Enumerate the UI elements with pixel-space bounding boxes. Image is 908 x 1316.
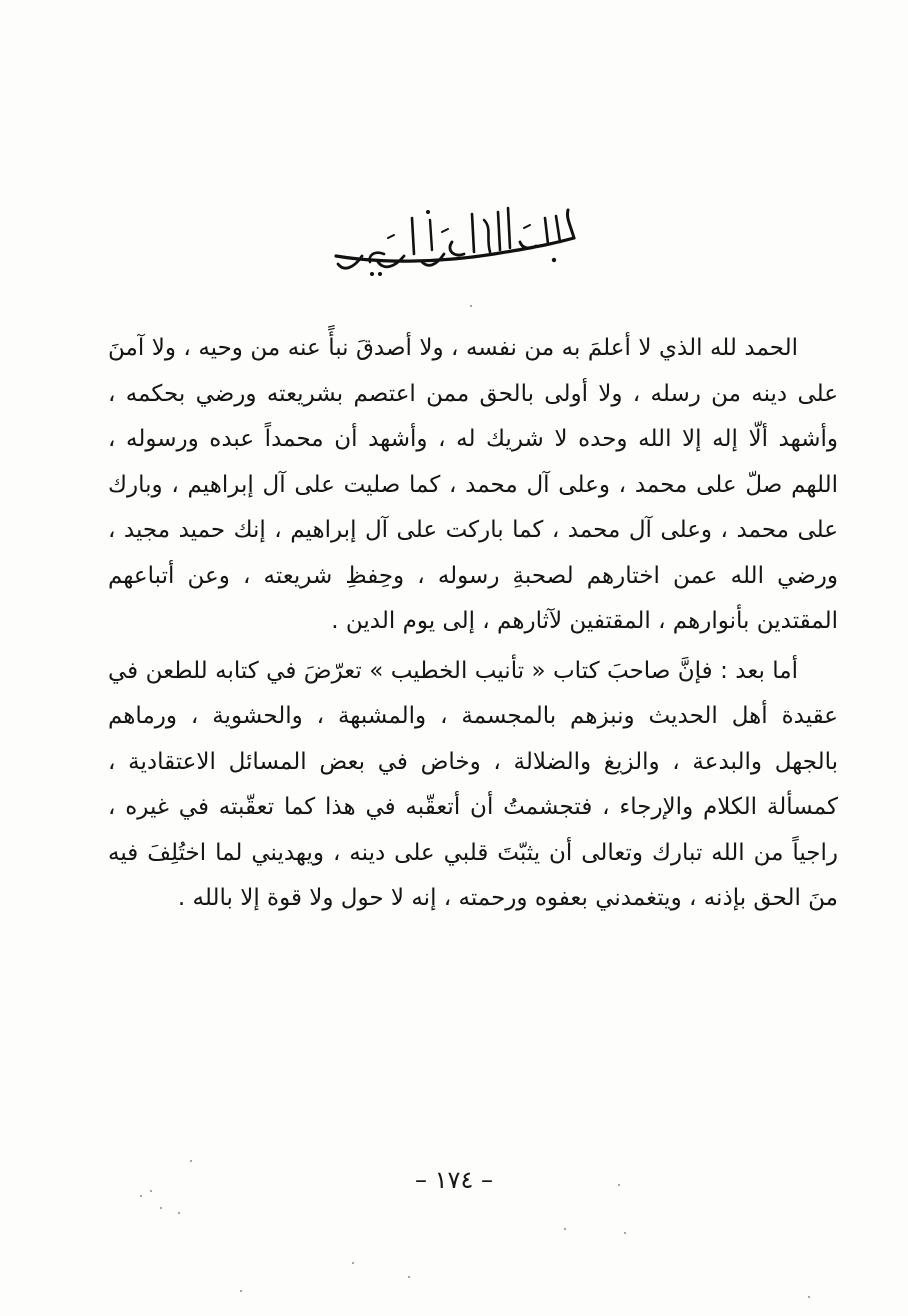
- main-text: [108, 326, 838, 922]
- scan-speck: [624, 1232, 626, 1234]
- paragraph-opening-praise: الحمد لله الذي لا أعلمَ به من نفسه ، ولا أصدقَ نبأً عنه من وحيه ، ولا آمنَ على دينه من رسله ، ولا أولى بالحق ممن اعتصم بشريعته ورضي بحكمه ، وأشهد ألّا إله إلا الله وحده لا شريك له ، وأشهد أن محمداً عبده ورسوله ، اللهم صلّ على محمد ، وعلى آل محمد ، كما صليت على آل إبراهيم ، وبارك على محمد ، وعلى آل محمد ، كما باركت على آل إبراهيم ، إنك حميد مجيد ، ورضي الله عمن اختارهم لصحبةِ رسوله ، وحِفظِ شريعته ، وعن أتباعهم المقتدين بأنوارهم ، المقتفين لآثارهم ، إلى يوم الدين .: [108, 335, 838, 634]
- paragraph-introduction: أما بعد : فإنَّ صاحبَ كتاب « تأنيب الخطيب » تعرّضَ في كتابه للطعن في عقيدة أهل الحديث ونبزهم بالمجسمة ، والمشبهة ، والحشوية ، ورماهم بالجهل والبدعة ، والزيغ والضلالة ، وخاض في بعض المسائل الاعتقادية ، كمسألة الكلام والإرجاء ، فتجشمتُ أن أتعقّبه في هذا كما تعقّبته في غيره ، راجياً من الله تبارك وتعالى أن يثبّتَ قلبي على دينه ، ويهديني لما اختُلِفَ فيه منَ الحق بإذنه ، ويتغمدني بعفوه ورحمته ، إنه لا حول ولا قوة إلا بالله .: [108, 657, 838, 911]
- page-number: – ١٧٤ –: [415, 1166, 493, 1194]
- basmala-heading: [0, 198, 908, 278]
- scan-speck: [240, 1290, 242, 1292]
- scan-speck: [352, 1262, 354, 1264]
- scan-speck: [470, 305, 472, 307]
- scan-speck: [160, 1207, 162, 1209]
- scan-speck: [178, 1212, 180, 1214]
- basmala-calligraphy: [324, 198, 584, 278]
- scan-speck: [190, 1160, 192, 1162]
- scan-speck: [618, 1184, 620, 1186]
- scan-speck: [150, 1190, 152, 1192]
- scan-speck: [808, 1296, 810, 1298]
- scan-speck: [140, 1195, 142, 1197]
- scan-speck: [408, 1276, 410, 1278]
- scan-speck: [564, 1228, 566, 1230]
